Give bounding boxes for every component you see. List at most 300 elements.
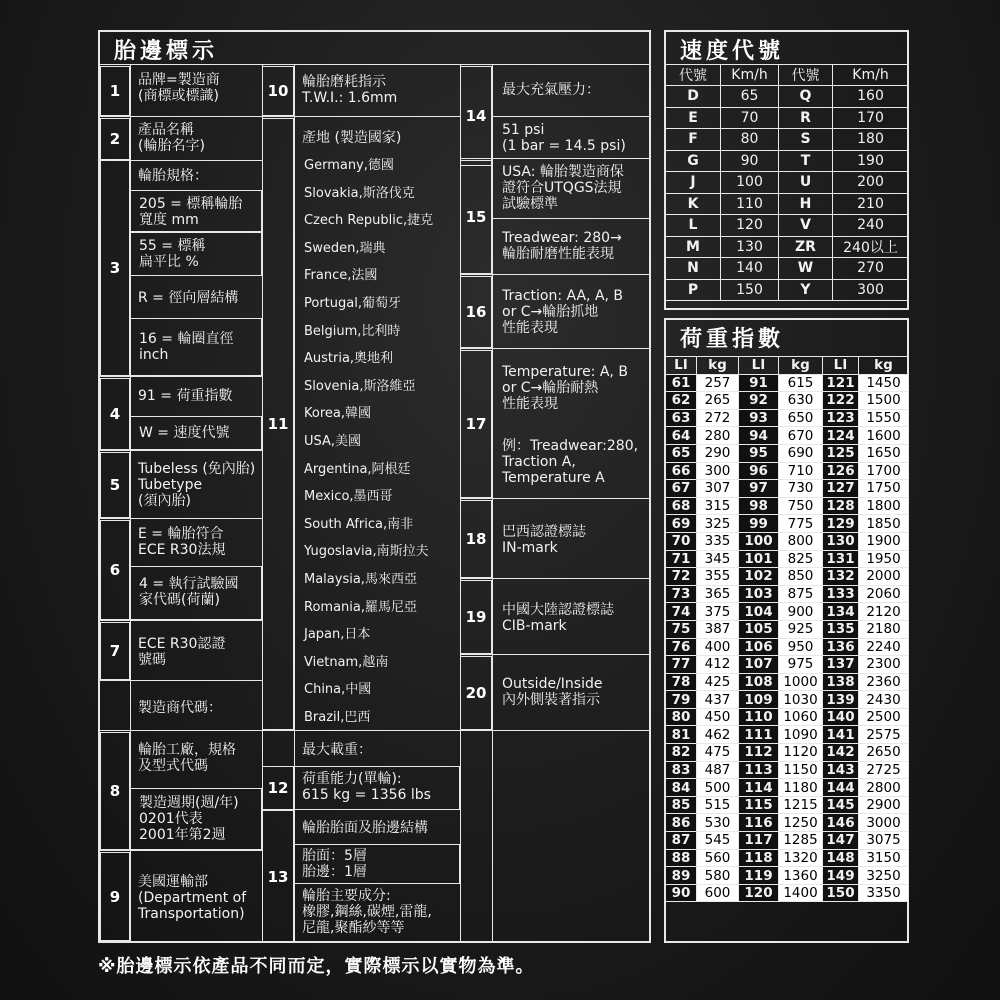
load-index: 104 xyxy=(739,603,779,621)
load-row xyxy=(666,585,909,603)
load-kg: 580 xyxy=(697,867,739,885)
item-text: Tubeless (免內胎) Tubetype (須內胎) xyxy=(138,461,256,509)
item-text: 輪胎規格： xyxy=(138,168,208,184)
load-kg: 2240 xyxy=(859,638,909,656)
load-kg: 750 xyxy=(779,497,823,515)
country-item: Vietnam,越南 xyxy=(304,654,389,670)
load-index: 111 xyxy=(739,726,779,744)
item-text: 輪胎主要成分: 橡膠,鋼絲,碳煙,雷龍, 尼龍,聚酯紗等等 xyxy=(302,888,432,936)
item-text: E = 輪胎符合 ECE R30法規 xyxy=(138,526,226,558)
item-number: 10 xyxy=(262,66,294,116)
speed-code: S xyxy=(779,129,833,151)
load-index: 121 xyxy=(823,374,859,392)
item-number: 20 xyxy=(460,656,492,730)
speed-header-cell: 代號 xyxy=(779,65,833,86)
item-text: 製造商代碼： xyxy=(138,700,222,716)
load-kg: 2430 xyxy=(859,691,909,709)
item-text: 美國運輸部 (Department of Transportation) xyxy=(138,874,247,922)
load-index: 73 xyxy=(666,585,697,603)
load-kg: 560 xyxy=(697,849,739,867)
country-item: Belgium,比利時 xyxy=(304,323,401,339)
item-text: Traction: AA, A, B or C→輪胎抓地 性能表現 xyxy=(502,288,624,336)
load-kg: 307 xyxy=(697,480,739,498)
load-index: 85 xyxy=(666,796,697,814)
item-box: W = 速度代號 xyxy=(130,416,262,450)
load-kg: 462 xyxy=(697,726,739,744)
speed-code: M xyxy=(666,236,721,258)
country-item: China,中國 xyxy=(304,682,372,698)
load-kg: 2575 xyxy=(859,726,909,744)
speed-kmh: 90 xyxy=(721,150,779,172)
load-index: 105 xyxy=(739,620,779,638)
country-item: Romania,羅馬尼亞 xyxy=(304,599,417,615)
load-kg: 500 xyxy=(697,779,739,797)
load-kg: 850 xyxy=(779,568,823,586)
load-index: 125 xyxy=(823,444,859,462)
load-kg: 1950 xyxy=(859,550,909,568)
load-kg: 400 xyxy=(697,638,739,656)
item-text: Treadwear: 280→ 輪胎耐磨性能表現 xyxy=(502,230,622,262)
country-item: Yugoslavia,南斯拉夫 xyxy=(304,544,429,560)
load-kg: 1090 xyxy=(779,726,823,744)
load-row xyxy=(666,462,909,480)
load-kg: 2800 xyxy=(859,779,909,797)
speed-code: E xyxy=(666,107,721,129)
country-item: Mexico,墨西哥 xyxy=(304,489,393,505)
load-header-cell: kg xyxy=(697,357,739,375)
load-row xyxy=(666,568,909,586)
load-kg: 1060 xyxy=(779,708,823,726)
load-index: 119 xyxy=(739,867,779,885)
load-kg: 355 xyxy=(697,568,739,586)
load-kg: 300 xyxy=(697,462,739,480)
load-title: 荷重指數 xyxy=(680,327,785,352)
load-index: 78 xyxy=(666,673,697,691)
load-index: 145 xyxy=(823,796,859,814)
item-box: 55 = 標稱 扁平比 % xyxy=(130,232,262,276)
load-index: 91 xyxy=(739,374,779,392)
load-kg: 875 xyxy=(779,585,823,603)
load-kg: 315 xyxy=(697,497,739,515)
load-kg: 265 xyxy=(697,392,739,410)
speed-header-cell: Km/h xyxy=(721,65,779,86)
load-kg: 3350 xyxy=(859,884,909,902)
load-kg: 1800 xyxy=(859,497,909,515)
load-kg: 3075 xyxy=(859,832,909,850)
load-row xyxy=(666,603,909,621)
speed-kmh: 80 xyxy=(721,129,779,151)
item-text: R = 徑向層結構 xyxy=(138,290,239,306)
load-row xyxy=(666,550,909,568)
speed-code: Y xyxy=(779,279,833,301)
load-row xyxy=(666,884,909,902)
speed-kmh: 270 xyxy=(833,258,909,280)
speed-kmh: 300 xyxy=(833,279,909,301)
load-header-cell: kg xyxy=(859,357,909,375)
load-kg: 412 xyxy=(697,656,739,674)
load-kg: 3250 xyxy=(859,867,909,885)
load-kg: 2180 xyxy=(859,620,909,638)
country-item: Sweden,瑞典 xyxy=(304,240,386,256)
load-kg: 335 xyxy=(697,532,739,550)
speed-kmh: 200 xyxy=(833,172,909,194)
item-number: 8 xyxy=(100,732,130,850)
load-kg: 1450 xyxy=(859,374,909,392)
item-text: 輪胎工廠，規格 及型式代碼 xyxy=(138,742,236,774)
load-kg: 365 xyxy=(697,585,739,603)
load-index: 83 xyxy=(666,761,697,779)
load-index: 118 xyxy=(739,849,779,867)
load-index: 107 xyxy=(739,656,779,674)
speed-row xyxy=(666,150,909,172)
item-text: ECE R30認證 號碼 xyxy=(138,636,226,668)
load-index: 122 xyxy=(823,392,859,410)
load-row xyxy=(666,620,909,638)
speed-row xyxy=(666,129,909,151)
load-kg: 1120 xyxy=(779,744,823,762)
load-kg: 545 xyxy=(697,832,739,850)
load-index: 82 xyxy=(666,744,697,762)
load-index: 139 xyxy=(823,691,859,709)
load-index: 138 xyxy=(823,673,859,691)
speed-kmh: 170 xyxy=(833,107,909,129)
country-item: Argentina,阿根廷 xyxy=(304,461,411,477)
load-kg: 900 xyxy=(779,603,823,621)
item-text: 最大載重： xyxy=(302,742,372,758)
speed-kmh: 130 xyxy=(721,236,779,258)
load-row xyxy=(666,708,909,726)
load-index: 140 xyxy=(823,708,859,726)
load-kg: 1650 xyxy=(859,444,909,462)
country-item: Czech Republic,捷克 xyxy=(304,213,434,229)
speed-kmh: 210 xyxy=(833,193,909,215)
item-text: Temperature: A, B or C→輪胎耐熱 性能表現 xyxy=(502,364,628,412)
load-index: 116 xyxy=(739,814,779,832)
load-kg: 2060 xyxy=(859,585,909,603)
speed-kmh: 150 xyxy=(721,279,779,301)
item-box: 胎面：5層 胎邊：1層 xyxy=(294,844,460,884)
load-kg: 2360 xyxy=(859,673,909,691)
load-kg: 437 xyxy=(697,691,739,709)
footer-note: ※胎邊標示依產品不同而定，實際標示以實物為準。 xyxy=(98,956,535,977)
load-kg: 290 xyxy=(697,444,739,462)
load-kg: 975 xyxy=(779,656,823,674)
load-index: 81 xyxy=(666,726,697,744)
load-kg: 1250 xyxy=(779,814,823,832)
load-index: 127 xyxy=(823,480,859,498)
item-text: USA: 輪胎製造商保 證符合UTQGS法規 試驗標準 xyxy=(502,164,624,212)
item-number: 2 xyxy=(100,118,130,160)
item-number: 12 xyxy=(262,766,294,810)
load-index: 69 xyxy=(666,515,697,533)
country-item: Slovenia,斯洛維亞 xyxy=(304,378,416,394)
load-kg: 630 xyxy=(779,392,823,410)
country-item: South Africa,南非 xyxy=(304,516,414,532)
item-text: 最大充氣壓力： xyxy=(502,82,600,98)
country-item: Malaysia,馬來西亞 xyxy=(304,572,417,587)
load-index: 117 xyxy=(739,832,779,850)
load-kg: 925 xyxy=(779,620,823,638)
item-number: 17 xyxy=(460,350,492,498)
speed-code: W xyxy=(779,258,833,280)
item-number: 9 xyxy=(100,852,130,941)
load-header-cell: LI xyxy=(823,357,859,375)
load-kg: 1030 xyxy=(779,691,823,709)
speed-kmh: 110 xyxy=(721,193,779,215)
load-index: 79 xyxy=(666,691,697,709)
load-row xyxy=(666,532,909,550)
load-row xyxy=(666,638,909,656)
load-kg: 2120 xyxy=(859,603,909,621)
load-index: 102 xyxy=(739,568,779,586)
load-kg: 530 xyxy=(697,814,739,832)
item-text: 輪胎胎面及胎邊結構 xyxy=(302,820,428,836)
load-index: 131 xyxy=(823,550,859,568)
load-kg: 280 xyxy=(697,427,739,445)
load-kg: 2725 xyxy=(859,761,909,779)
item-text: 巴西認證標誌 IN-mark xyxy=(502,524,586,556)
item-number: 1 xyxy=(100,66,130,116)
country-item: Germany,德國 xyxy=(304,158,394,173)
item-number: 7 xyxy=(100,622,130,680)
load-kg: 710 xyxy=(779,462,823,480)
speed-row xyxy=(666,172,909,194)
speed-kmh: 180 xyxy=(833,129,909,151)
load-row xyxy=(666,392,909,410)
load-index: 136 xyxy=(823,638,859,656)
load-index: 115 xyxy=(739,796,779,814)
load-index: 90 xyxy=(666,884,697,902)
load-kg: 2900 xyxy=(859,796,909,814)
speed-kmh: 140 xyxy=(721,258,779,280)
load-index: 87 xyxy=(666,832,697,850)
load-kg: 1700 xyxy=(859,462,909,480)
load-row xyxy=(666,480,909,498)
speed-code: N xyxy=(666,258,721,280)
country-item: France,法國 xyxy=(304,268,378,284)
load-kg: 1500 xyxy=(859,392,909,410)
load-kg: 690 xyxy=(779,444,823,462)
load-index: 95 xyxy=(739,444,779,462)
load-kg: 825 xyxy=(779,550,823,568)
load-kg: 515 xyxy=(697,796,739,814)
load-index: 144 xyxy=(823,779,859,797)
speed-code: R xyxy=(779,107,833,129)
load-row xyxy=(666,867,909,885)
speed-kmh: 240 xyxy=(833,215,909,237)
load-index: 108 xyxy=(739,673,779,691)
load-index: 61 xyxy=(666,374,697,392)
load-index: 96 xyxy=(739,462,779,480)
load-row xyxy=(666,656,909,674)
load-row xyxy=(666,427,909,445)
load-index: 89 xyxy=(666,867,697,885)
speed-header-cell: Km/h xyxy=(833,65,909,86)
load-index: 126 xyxy=(823,462,859,480)
load-index: 150 xyxy=(823,884,859,902)
load-index: 149 xyxy=(823,867,859,885)
load-index: 92 xyxy=(739,392,779,410)
item-text: 91 = 荷重指數 xyxy=(138,388,233,404)
country-item: USA,美國 xyxy=(304,434,362,449)
speed-kmh: 190 xyxy=(833,150,909,172)
load-index: 133 xyxy=(823,585,859,603)
load-kg: 1850 xyxy=(859,515,909,533)
item-text: 51 psi (1 bar = 14.5 psi) xyxy=(502,122,626,154)
load-kg: 375 xyxy=(697,603,739,621)
load-kg: 345 xyxy=(697,550,739,568)
speed-code: K xyxy=(666,193,721,215)
item-number: 5 xyxy=(100,452,130,518)
load-kg: 1600 xyxy=(859,427,909,445)
load-index: 124 xyxy=(823,427,859,445)
load-index: 71 xyxy=(666,550,697,568)
load-kg: 1400 xyxy=(779,884,823,902)
load-index: 93 xyxy=(739,409,779,427)
speed-row xyxy=(666,215,909,237)
item-text: 輪胎磨耗指示 T.W.I.: 1.6mm xyxy=(302,74,398,106)
load-index: 94 xyxy=(739,427,779,445)
item-number: 6 xyxy=(100,520,130,620)
item-number: 19 xyxy=(460,580,492,654)
speed-code: H xyxy=(779,193,833,215)
speed-row xyxy=(666,236,909,258)
load-index: 132 xyxy=(823,568,859,586)
load-index: 80 xyxy=(666,708,697,726)
load-index: 120 xyxy=(739,884,779,902)
load-index: 86 xyxy=(666,814,697,832)
load-index: 101 xyxy=(739,550,779,568)
load-index: 146 xyxy=(823,814,859,832)
load-row xyxy=(666,832,909,850)
speed-kmh: 100 xyxy=(721,172,779,194)
load-index: 88 xyxy=(666,849,697,867)
load-row xyxy=(666,779,909,797)
load-index: 130 xyxy=(823,532,859,550)
load-kg: 1550 xyxy=(859,409,909,427)
item-number: 15 xyxy=(460,160,492,274)
load-index: 74 xyxy=(666,603,697,621)
load-row xyxy=(666,744,909,762)
item-text: 中國大陸認證標誌 CIB-mark xyxy=(502,602,614,634)
load-kg: 800 xyxy=(779,532,823,550)
item-text: 例：Treadwear:280, Traction A, Temperature A xyxy=(502,438,639,486)
load-kg: 1150 xyxy=(779,761,823,779)
load-kg: 670 xyxy=(779,427,823,445)
load-index: 142 xyxy=(823,744,859,762)
origin-title: 產地 (製造國家) xyxy=(302,130,402,146)
country-item: Slovakia,斯洛伐克 xyxy=(304,185,415,201)
load-kg: 1285 xyxy=(779,832,823,850)
item-number: 4 xyxy=(100,378,130,450)
load-kg: 600 xyxy=(697,884,739,902)
load-index: 98 xyxy=(739,497,779,515)
speed-kmh: 65 xyxy=(721,86,779,108)
load-index: 64 xyxy=(666,427,697,445)
item-number: 3 xyxy=(100,160,130,376)
item-box: 荷重能力(單輪): 615 kg = 1356 lbs xyxy=(294,766,460,810)
load-row xyxy=(666,796,909,814)
speed-code: P xyxy=(666,279,721,301)
load-index: 67 xyxy=(666,480,697,498)
load-index: 143 xyxy=(823,761,859,779)
load-row xyxy=(666,814,909,832)
item-number: 11 xyxy=(262,118,294,730)
load-index: 147 xyxy=(823,832,859,850)
load-index: 106 xyxy=(739,638,779,656)
load-row xyxy=(666,444,909,462)
load-kg: 1215 xyxy=(779,796,823,814)
item-box: 16 = 輪圈直徑 inch xyxy=(130,318,262,376)
load-kg: 475 xyxy=(697,744,739,762)
load-kg: 615 xyxy=(779,374,823,392)
load-index: 110 xyxy=(739,708,779,726)
load-table xyxy=(665,356,909,902)
item-number: 13 xyxy=(262,810,294,943)
load-kg: 425 xyxy=(697,673,739,691)
item-text: 品牌=製造商 (商標或標識) xyxy=(138,72,220,104)
load-row xyxy=(666,849,909,867)
country-item: Austria,奧地利 xyxy=(304,351,394,367)
load-kg: 450 xyxy=(697,708,739,726)
load-index: 68 xyxy=(666,497,697,515)
load-row xyxy=(666,673,909,691)
load-row xyxy=(666,374,909,392)
load-index: 100 xyxy=(739,532,779,550)
item-text: Outside/Inside 內外側裝著指示 xyxy=(502,676,603,708)
load-header-cell: kg xyxy=(779,357,823,375)
load-row xyxy=(666,691,909,709)
load-index: 113 xyxy=(739,761,779,779)
load-kg: 387 xyxy=(697,620,739,638)
sidewall-title: 胎邊標示 xyxy=(114,39,219,64)
load-header-cell: LI xyxy=(666,357,697,375)
item-box: 205 = 標稱輪胎 寬度 mm xyxy=(130,190,262,232)
speed-kmh: 70 xyxy=(721,107,779,129)
load-index: 123 xyxy=(823,409,859,427)
speed-row xyxy=(666,86,909,108)
load-kg: 1360 xyxy=(779,867,823,885)
speed-row xyxy=(666,193,909,215)
speed-code: Q xyxy=(779,86,833,108)
load-index: 109 xyxy=(739,691,779,709)
load-index: 137 xyxy=(823,656,859,674)
load-index: 103 xyxy=(739,585,779,603)
load-index: 77 xyxy=(666,656,697,674)
item-text: 產品名稱 (輪胎名字) xyxy=(138,122,205,154)
load-index: 148 xyxy=(823,849,859,867)
load-index: 72 xyxy=(666,568,697,586)
speed-row xyxy=(666,279,909,301)
load-index: 129 xyxy=(823,515,859,533)
speed-code: L xyxy=(666,215,721,237)
speed-kmh: 120 xyxy=(721,215,779,237)
load-row xyxy=(666,409,909,427)
speed-row xyxy=(666,258,909,280)
load-index: 99 xyxy=(739,515,779,533)
load-kg: 2300 xyxy=(859,656,909,674)
load-index: 63 xyxy=(666,409,697,427)
load-kg: 2500 xyxy=(859,708,909,726)
load-kg: 1750 xyxy=(859,480,909,498)
load-kg: 730 xyxy=(779,480,823,498)
item-number: 14 xyxy=(460,66,492,166)
item-box: 4 = 執行試驗國 家代碼(荷蘭) xyxy=(130,566,262,620)
speed-code: G xyxy=(666,150,721,172)
load-index: 76 xyxy=(666,638,697,656)
load-kg: 1000 xyxy=(779,673,823,691)
speed-table xyxy=(665,64,909,301)
